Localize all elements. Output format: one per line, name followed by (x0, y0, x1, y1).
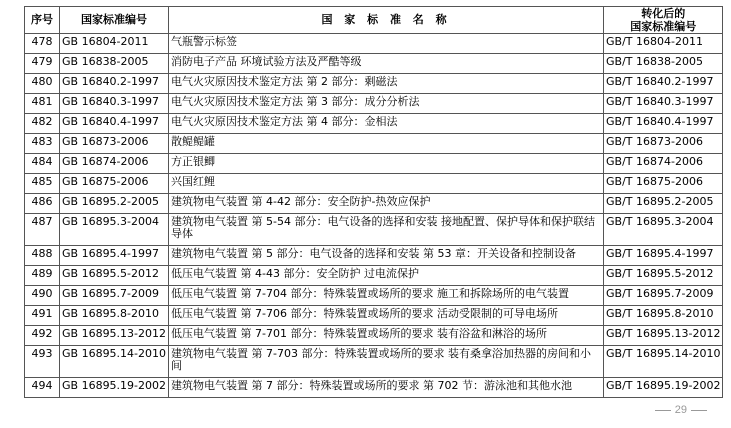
row-standard-name: 消防电子产品 环境试验方法及严酷等级 (169, 54, 604, 74)
row-standard-name: 散鳀鳀罐 (169, 134, 604, 154)
row-serial-number: 494 (25, 378, 60, 398)
row-standard-code: GB 16838-2005 (60, 54, 169, 74)
row-standard-code: GB 16873-2006 (60, 134, 169, 154)
row-serial-number: 479 (25, 54, 60, 74)
row-serial-number: 478 (25, 34, 60, 54)
row-standard-code: GB 16840.3-1997 (60, 94, 169, 114)
row-converted-code: GB/T 16840.2-1997 (604, 74, 723, 94)
footer-dash-left (655, 410, 671, 411)
table-row (25, 214, 723, 246)
row-standard-code: GB 16874-2006 (60, 154, 169, 174)
row-standard-code: GB 16895.7-2009 (60, 286, 169, 306)
row-converted-code: GB/T 16895.5-2012 (604, 266, 723, 286)
row-converted-code: GB/T 16895.14-2010 (604, 346, 723, 378)
row-converted-code: GB/T 16895.2-2005 (604, 194, 723, 214)
row-converted-code: GB/T 16895.4-1997 (604, 246, 723, 266)
header-row (25, 7, 723, 34)
row-standard-name: 建筑物电气装置 第 7 部分：特殊装置或场所的要求 第 702 节：游泳池和其他水池 (169, 378, 604, 398)
row-standard-code: GB 16875-2006 (60, 174, 169, 194)
table-row (25, 194, 723, 214)
row-standard-code: GB 16895.13-2012 (60, 326, 169, 346)
row-standard-code: GB 16804-2011 (60, 34, 169, 54)
row-standard-name: 电气火灾原因技术鉴定方法 第 3 部分：成分分析法 (169, 94, 604, 114)
table-row (25, 286, 723, 306)
row-serial-number: 482 (25, 114, 60, 134)
row-converted-code: GB/T 16895.13-2012 (604, 326, 723, 346)
table-row (25, 326, 723, 346)
row-serial-number: 481 (25, 94, 60, 114)
table-row (25, 246, 723, 266)
row-standard-code: GB 16895.5-2012 (60, 266, 169, 286)
row-converted-code: GB/T 16804-2011 (604, 34, 723, 54)
row-converted-code: GB/T 16895.3-2004 (604, 214, 723, 246)
footer-dash-right (691, 410, 707, 411)
header-converted-line2: 国家标准编号 (630, 20, 697, 33)
row-serial-number: 480 (25, 74, 60, 94)
table-row (25, 114, 723, 134)
row-standard-code: GB 16895.19-2002 (60, 378, 169, 398)
row-standard-name: 兴国红鲤 (169, 174, 604, 194)
row-standard-name: 气瓶警示标签 (169, 34, 604, 54)
standards-table (24, 6, 723, 398)
row-standard-name: 建筑物电气装置 第 7-703 部分：特殊装置或场所的要求 装有桑拿浴加热器的房间和小间 (169, 346, 604, 378)
table-row (25, 54, 723, 74)
row-standard-code: GB 16840.4-1997 (60, 114, 169, 134)
row-converted-code: GB/T 16838-2005 (604, 54, 723, 74)
header-standard-code: 国家标准编号 (60, 7, 169, 34)
row-converted-code: GB/T 16840.3-1997 (604, 94, 723, 114)
table-row (25, 154, 723, 174)
row-serial-number: 487 (25, 214, 60, 246)
row-converted-code: GB/T 16895.7-2009 (604, 286, 723, 306)
table-row (25, 306, 723, 326)
row-converted-code: GB/T 16840.4-1997 (604, 114, 723, 134)
row-converted-code: GB/T 16895.8-2010 (604, 306, 723, 326)
table-row (25, 134, 723, 154)
table-row (25, 94, 723, 114)
table-row (25, 174, 723, 194)
row-standard-name: 建筑物电气装置 第 5 部分：电气设备的选择和安装 第 53 章：开关设备和控制设备 (169, 246, 604, 266)
row-serial-number: 491 (25, 306, 60, 326)
row-standard-code: GB 16895.3-2004 (60, 214, 169, 246)
row-standard-name: 电气火灾原因技术鉴定方法 第 2 部分：剩磁法 (169, 74, 604, 94)
table-row (25, 34, 723, 54)
row-serial-number: 483 (25, 134, 60, 154)
row-standard-name: 方正银鲫 (169, 154, 604, 174)
row-standard-code: GB 16895.14-2010 (60, 346, 169, 378)
row-standard-code: GB 16895.2-2005 (60, 194, 169, 214)
row-standard-name: 低压电气装置 第 7-704 部分：特殊装置或场所的要求 施工和拆除场所的电气装置 (169, 286, 604, 306)
row-converted-code: GB/T 16873-2006 (604, 134, 723, 154)
row-converted-code: GB/T 16875-2006 (604, 174, 723, 194)
table-row (25, 378, 723, 398)
row-standard-name: 建筑物电气装置 第 5-54 部分：电气设备的选择和安装 接地配置、保护导体和保护联结导体 (169, 214, 604, 246)
row-serial-number: 484 (25, 154, 60, 174)
row-serial-number: 492 (25, 326, 60, 346)
table-row (25, 266, 723, 286)
row-standard-name: 建筑物电气装置 第 4-42 部分：安全防护-热效应保护 (169, 194, 604, 214)
row-standard-code: GB 16840.2-1997 (60, 74, 169, 94)
table-row (25, 74, 723, 94)
row-serial-number: 490 (25, 286, 60, 306)
row-standard-code: GB 16895.4-1997 (60, 246, 169, 266)
row-standard-name: 低压电气装置 第 4-43 部分：安全防护 过电流保护 (169, 266, 604, 286)
row-standard-name: 低压电气装置 第 7-706 部分：特殊装置或场所的要求 活动受限制的可导电场所 (169, 306, 604, 326)
row-serial-number: 485 (25, 174, 60, 194)
table-row (25, 346, 723, 378)
row-standard-name: 电气火灾原因技术鉴定方法 第 4 部分：金相法 (169, 114, 604, 134)
row-converted-code: GB/T 16895.19-2002 (604, 378, 723, 398)
page-number: 29 (674, 404, 687, 416)
row-standard-name: 低压电气装置 第 7-701 部分：特殊装置或场所的要求 装有浴盆和淋浴的场所 (169, 326, 604, 346)
header-serial-number: 序号 (25, 7, 60, 34)
header-standard-name: 国 家 标 准 名 称 (169, 7, 604, 34)
header-converted-code (604, 7, 723, 34)
page-footer (651, 404, 711, 416)
row-converted-code: GB/T 16874-2006 (604, 154, 723, 174)
row-standard-code: GB 16895.8-2010 (60, 306, 169, 326)
row-serial-number: 488 (25, 246, 60, 266)
row-serial-number: 493 (25, 346, 60, 378)
row-serial-number: 486 (25, 194, 60, 214)
table-body (25, 34, 723, 398)
table-header (25, 7, 723, 34)
row-serial-number: 489 (25, 266, 60, 286)
header-converted-line1: 转化后的 (641, 7, 686, 20)
